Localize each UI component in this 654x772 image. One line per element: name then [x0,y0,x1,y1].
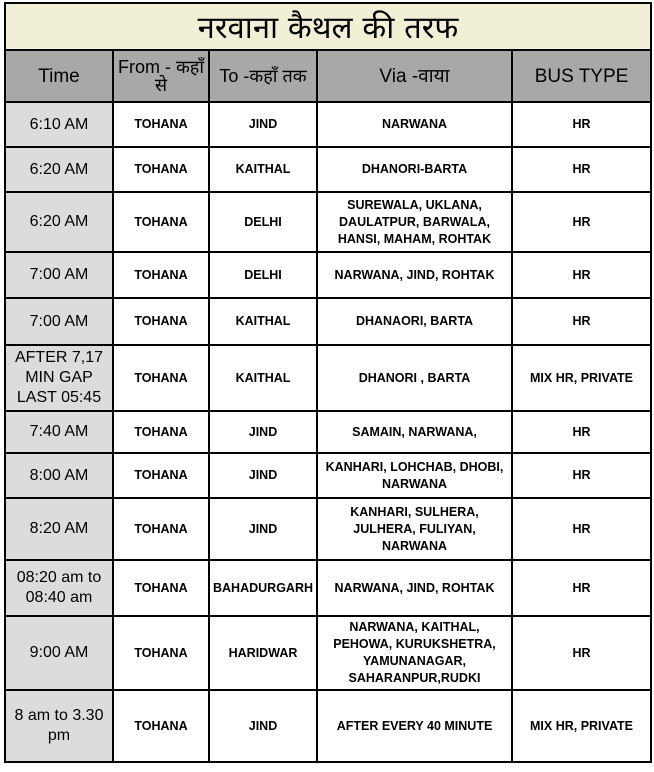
to-cell: DELHI [209,192,317,252]
bus-type-cell: HR [512,192,651,252]
bus-type-cell: HR [512,411,651,453]
from-cell: TOHANA [113,147,209,192]
table-row [5,498,651,560]
bus-type-cell: HR [512,560,651,616]
to-cell: KAITHAL [209,298,317,345]
table-title: नरवाना कैथल की तरफ [5,3,651,50]
via-cell: SAMAIN, NARWANA, [317,411,512,453]
header-via: Via -वाया [317,50,512,102]
time-cell: 6:20 AM [5,192,113,252]
bus-type-cell: HR [512,102,651,147]
from-cell: TOHANA [113,560,209,616]
table-row [5,616,651,690]
time-cell: 8 am to 3.30 pm [5,690,113,762]
from-cell: TOHANA [113,298,209,345]
to-cell: DELHI [209,252,317,298]
header-from: From - कहाँ से [113,50,209,102]
timetable-container [4,2,650,763]
table-row [5,102,651,147]
bus-type-cell: MIX HR, PRIVATE [512,345,651,411]
via-cell: DHANORI-BARTA [317,147,512,192]
via-cell: NARWANA, KAITHAL, PEHOWA, KURUKSHETRA, YAMUNANAGAR, SAHARANPUR,RUDKI [317,616,512,690]
bus-type-cell: MIX HR, PRIVATE [512,690,651,762]
to-cell: JIND [209,453,317,498]
bus-type-cell: HR [512,252,651,298]
table-row [5,192,651,252]
bus-type-cell: HR [512,498,651,560]
to-cell: JIND [209,411,317,453]
table-row [5,560,651,616]
bus-type-cell: HR [512,453,651,498]
via-cell: DHANORI , BARTA [317,345,512,411]
time-cell: AFTER 7,17 MIN GAP LAST 05:45 [5,345,113,411]
from-cell: TOHANA [113,690,209,762]
from-cell: TOHANA [113,616,209,690]
to-cell: KAITHAL [209,345,317,411]
from-cell: TOHANA [113,102,209,147]
via-cell: NARWANA, JIND, ROHTAK [317,560,512,616]
to-cell: JIND [209,102,317,147]
to-cell: JIND [209,498,317,560]
time-cell: 8:20 AM [5,498,113,560]
time-cell: 7:00 AM [5,252,113,298]
header-bus-type: BUS TYPE [512,50,651,102]
from-cell: TOHANA [113,498,209,560]
from-cell: TOHANA [113,252,209,298]
to-cell: BAHADURGARH [209,560,317,616]
time-cell: 9:00 AM [5,616,113,690]
bus-type-cell: HR [512,298,651,345]
to-cell: KAITHAL [209,147,317,192]
bus-type-cell: HR [512,616,651,690]
header-to: To -कहाँ तक [209,50,317,102]
table-row [5,345,651,411]
table-row [5,298,651,345]
via-cell: NARWANA [317,102,512,147]
bus-timetable [4,2,652,763]
from-cell: TOHANA [113,453,209,498]
table-row [5,690,651,762]
via-cell: DHANAORI, BARTA [317,298,512,345]
time-cell: 7:00 AM [5,298,113,345]
time-cell: 7:40 AM [5,411,113,453]
time-cell: 8:00 AM [5,453,113,498]
via-cell: AFTER EVERY 40 MINUTE [317,690,512,762]
time-cell: 6:10 AM [5,102,113,147]
table-row [5,453,651,498]
bus-type-cell: HR [512,147,651,192]
via-cell: KANHARI, LOHCHAB, DHOBI, NARWANA [317,453,512,498]
to-cell: JIND [209,690,317,762]
table-row [5,147,651,192]
from-cell: TOHANA [113,411,209,453]
via-cell: KANHARI, SULHERA, JULHERA, FULIYAN, NARWANA [317,498,512,560]
header-time: Time [5,50,113,102]
table-row [5,252,651,298]
from-cell: TOHANA [113,192,209,252]
via-cell: NARWANA, JIND, ROHTAK [317,252,512,298]
table-row [5,411,651,453]
header-row [5,50,651,102]
to-cell: HARIDWAR [209,616,317,690]
via-cell: SUREWALA, UKLANA, DAULATPUR, BARWALA, HANSI, MAHAM, ROHTAK [317,192,512,252]
time-cell: 6:20 AM [5,147,113,192]
from-cell: TOHANA [113,345,209,411]
time-cell: 08:20 am to 08:40 am [5,560,113,616]
